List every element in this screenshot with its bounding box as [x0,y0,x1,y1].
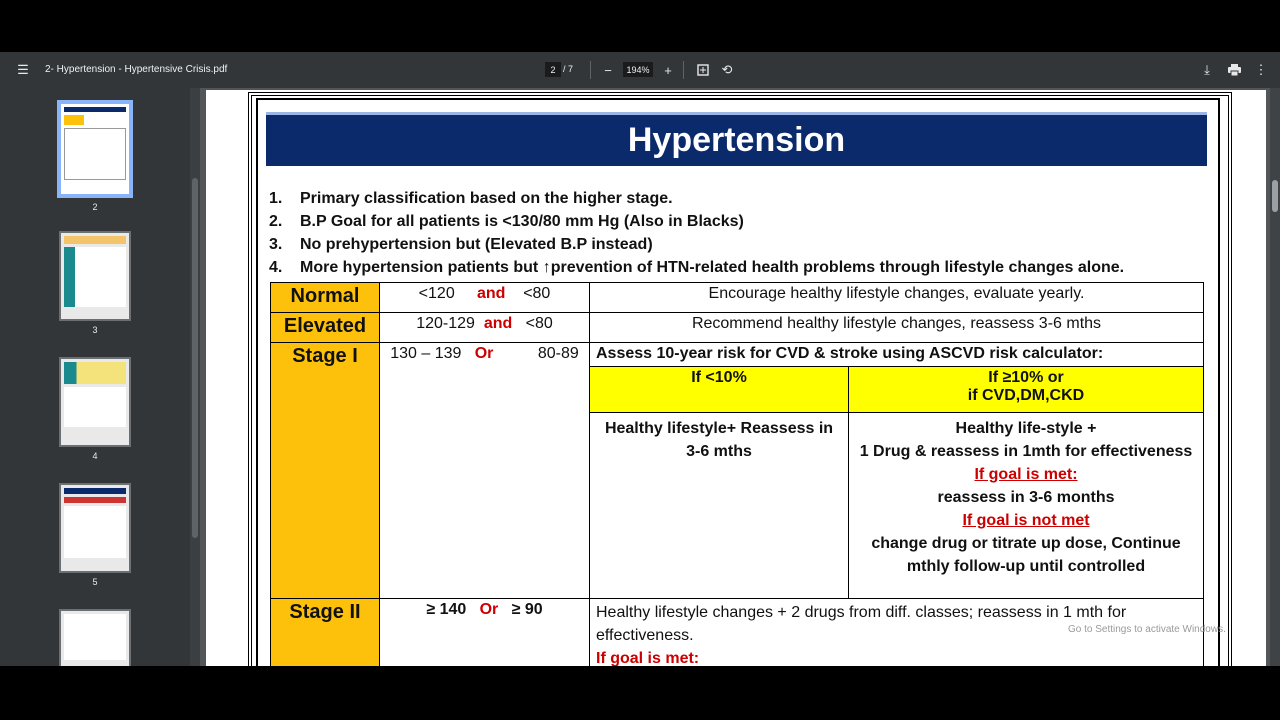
thumbnail-number: 4 [92,451,98,461]
zoom-input[interactable]: 194% [623,62,653,77]
thumbnail-image [59,609,131,666]
thumbnail-page[interactable] [55,231,135,335]
goal-met-label: If goal is met: [974,466,1078,483]
page-heading: Hypertension [266,112,1207,166]
thumbnail-number: 2 [92,202,98,212]
table-row [271,313,1204,343]
thumbnail-image [57,100,133,198]
thumbnail-page[interactable] [55,100,135,212]
thumbnail-sidebar [0,88,200,666]
list-item: 3. No prehypertension but (Elevated B.P instead) [269,236,653,253]
list-item: 4. More hypertension patients but ↑prevention of HTN-related health problems through lifestyle changes alone. [269,259,1125,276]
thumbnail-page[interactable] [55,483,135,587]
page-number-input[interactable]: 2 [545,62,561,77]
list-item: 2. B.P Goal for all patients is <130/80 mm Hg (Also in Blacks) [269,213,744,230]
thumbnail-page[interactable] [55,609,135,666]
bp-range: 120-129 and <80 [380,313,590,343]
table-row [271,599,1204,667]
stage-label: Elevated [271,313,380,343]
thumbnail-number: 5 [92,577,98,587]
recommendation: Encourage healthy lifestyle changes, evaluate yearly. [590,283,1204,313]
pdf-viewer [0,52,1280,666]
stage-label: Stage I [271,343,380,599]
rotate-icon[interactable]: ⟲ [721,62,733,77]
low-risk-plan: Healthy lifestyle+ Reassess in 3-6 mths [590,413,849,599]
high-risk-plan: Healthy life-style + 1 Drug & reassess in 1mth for effectiveness If goal is met: reassess in 3-6 months If goal is not met change drug or titrate up dose, Continue mthly follow-up until controlled [849,413,1204,599]
risk-assessment: Assess 10-year risk for CVD & stroke using ASCVD risk calculator: [590,343,1204,367]
recommendation: Healthy lifestyle changes + 2 drugs from diff. classes; reassess in 1 mth for effectiveness. If goal is met: [590,599,1204,667]
zoom-in-button[interactable]: + [664,62,672,78]
toolbar [0,52,1280,88]
bp-range: 130 – 139 Or 80-89 [380,343,590,599]
menu-icon[interactable]: ☰ [17,62,29,77]
pdf-page [206,90,1266,666]
table-row [271,343,1204,367]
more-vertical-icon[interactable]: ⋮ [1254,62,1268,77]
thumbnail-image [59,231,131,321]
sidebar-scrollbar[interactable] [190,88,200,666]
goal-not-met-label: If goal is not met [962,512,1090,529]
stage-label: Normal [271,283,380,313]
sidebar-scroll-thumb[interactable] [192,178,198,538]
file-title: 2- Hypertension - Hypertensive Crisis.pdf [45,64,228,75]
bp-classification-table [270,282,1204,666]
zoom-out-button[interactable]: − [604,62,612,78]
risk-high-header: If ≥10% or if CVD,DM,CKD [849,367,1204,413]
print-icon[interactable] [1225,61,1243,79]
page-count: / 7 [563,64,574,74]
fit-page-icon[interactable] [694,61,712,79]
activation-watermark: Go to Settings to activate Windows. [1068,624,1226,635]
bp-range: ≥ 140 Or ≥ 90 [380,599,590,667]
list-item: 1. Primary classification based on the higher stage. [269,190,673,207]
toolbar-divider [683,61,684,79]
thumbnail-number: 3 [92,325,98,335]
toolbar-divider [590,61,591,79]
main-scroll-thumb[interactable] [1272,180,1278,212]
thumbnail-image [59,357,131,447]
stage-label: Stage II [271,599,380,667]
goal-met-label: If goal is met: [596,650,700,666]
thumbnail-page[interactable] [55,357,135,461]
recommendation: Recommend healthy lifestyle changes, reassess 3-6 mths [590,313,1204,343]
bp-range: <120 and <80 [380,283,590,313]
notes-list [269,190,1124,282]
table-row [271,283,1204,313]
main-scrollbar[interactable] [1270,88,1280,666]
download-icon[interactable]: ⤓ [1204,62,1210,77]
risk-low-header: If <10% [590,367,849,413]
thumbnail-image [59,483,131,573]
